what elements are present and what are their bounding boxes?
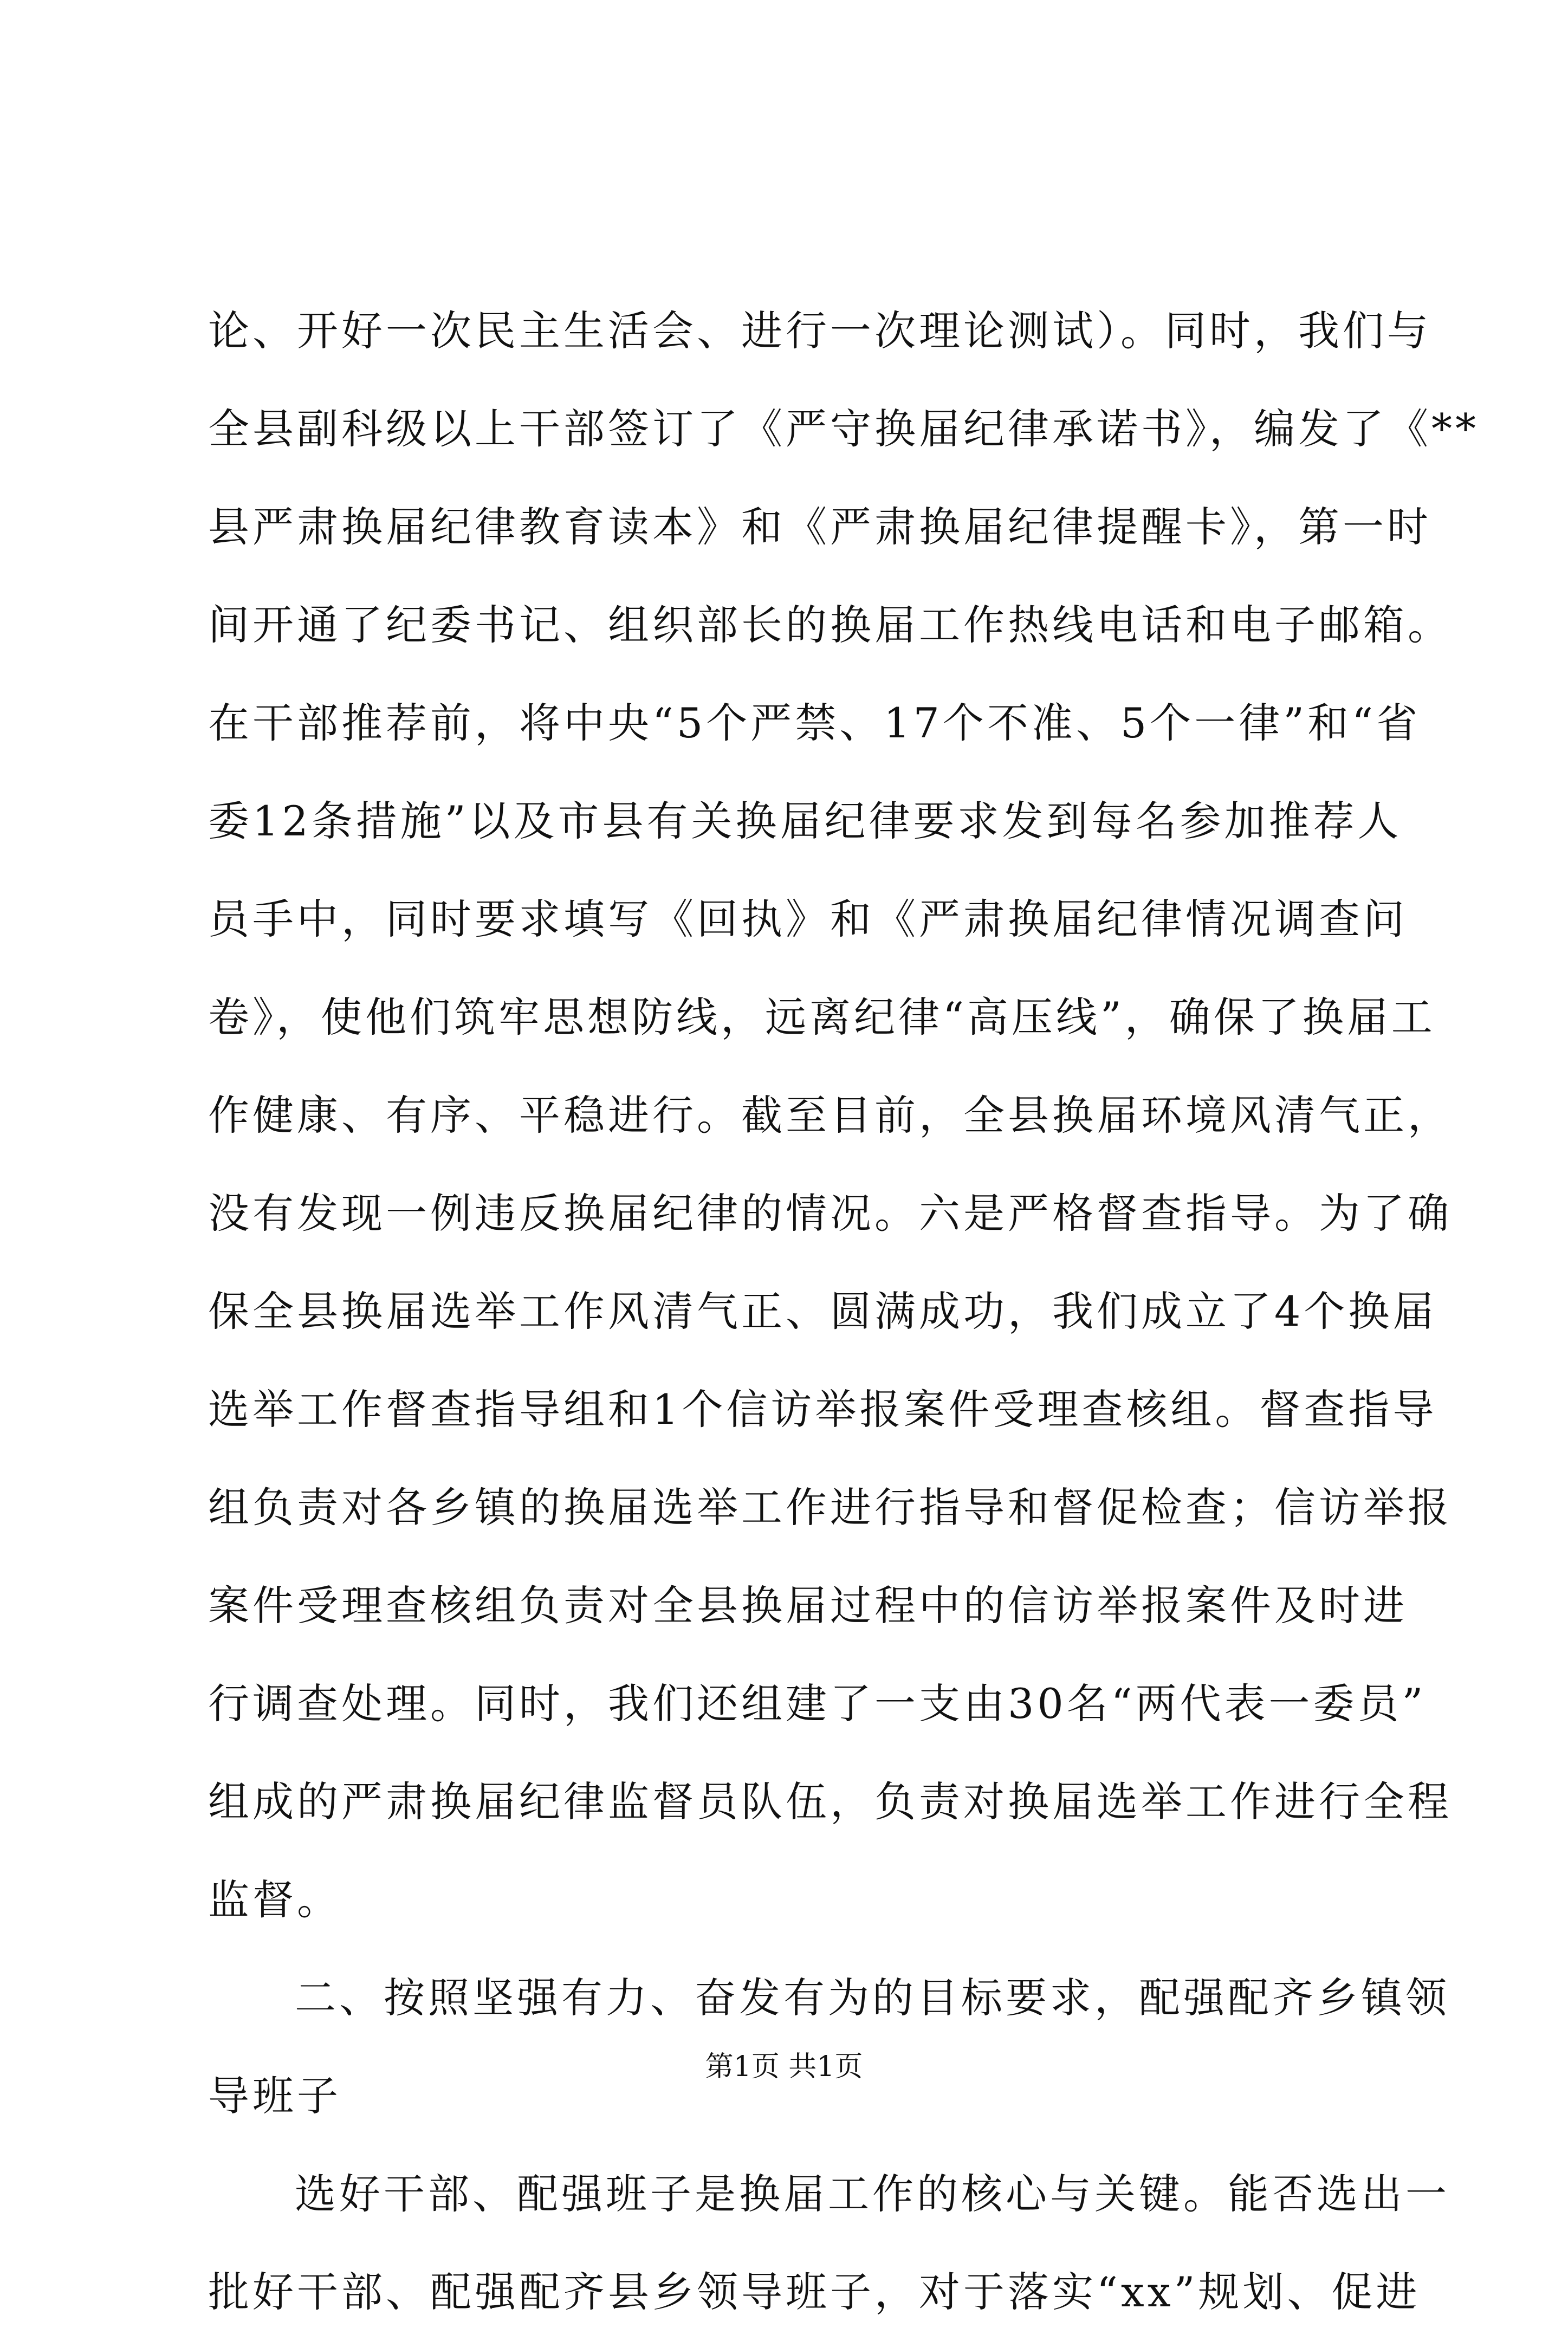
page-footer: 第1页 共1页 — [705, 2051, 863, 2083]
text-line: 作健康、有序、平稳进行。截至目前，全县换届环境风清气正， — [208, 1091, 1452, 1139]
text-line: 选好干部、配强班子是换届工作的核心与关键。能否选出一 — [295, 2170, 1450, 2218]
text-line: 选举工作督查指导组和1个信访举报案件受理查核组。督查指导 — [208, 1385, 1437, 1434]
text-line: 没有发现一例违反换届纪律的情况。六是严格督查指导。为了确 — [208, 1189, 1452, 1237]
text-line: 全县副科级以上干部签订了《严守换届纪律承诺书》，编发了《** — [208, 405, 1479, 453]
text-line: 卷》，使他们筑牢思想防线，远离纪律“高压线”，确保了换届工 — [208, 993, 1436, 1041]
text-line: 案件受理查核组负责对全县换届过程中的信访举报案件及时进 — [208, 1581, 1408, 1630]
text-line: 组负责对各乡镇的换届选举工作进行指导和督促检查；信访举报 — [208, 1483, 1452, 1532]
text-line: 在干部推荐前，将中央“5个严禁、17个不准、5个一律”和“省 — [208, 699, 1421, 747]
text-line: 论、开好一次民主生活会、进行一次理论测试）。同时，我们与 — [208, 307, 1431, 355]
text-line: 批好干部、配强配齐县乡领导班子，对于落实“xx”规划、促进 — [208, 2268, 1421, 2316]
text-line: 保全县换届选举工作风清气正、圆满成功，我们成立了4个换届 — [208, 1287, 1437, 1335]
section-heading-line: 二、按照坚强有力、奋发有为的目标要求，配强配齐乡镇领 — [295, 1974, 1450, 2022]
text-line: 监督。 — [208, 1876, 341, 1924]
text-line: 间开通了纪委书记、组织部长的换届工作热线电话和电子邮箱。 — [208, 601, 1452, 649]
text-line: 行调查处理。同时，我们还组建了一支由30名“两代表一委员” — [208, 1679, 1427, 1728]
text-line: 员手中，同时要求填写《回执》和《严肃换届纪律情况调查问 — [208, 895, 1408, 943]
text-line: 县严肃换届纪律教育读本》和《严肃换届纪律提醒卡》，第一时 — [208, 503, 1431, 551]
text-line: 组成的严肃换届纪律监督员队伍，负责对换届选举工作进行全程 — [208, 1778, 1452, 1826]
text-line: 委12条措施”以及市县有关换届纪律要求发到每名参加推荐人 — [208, 797, 1402, 845]
section-heading-line: 导班子 — [208, 2072, 341, 2120]
document-body — [208, 282, 1479, 2341]
